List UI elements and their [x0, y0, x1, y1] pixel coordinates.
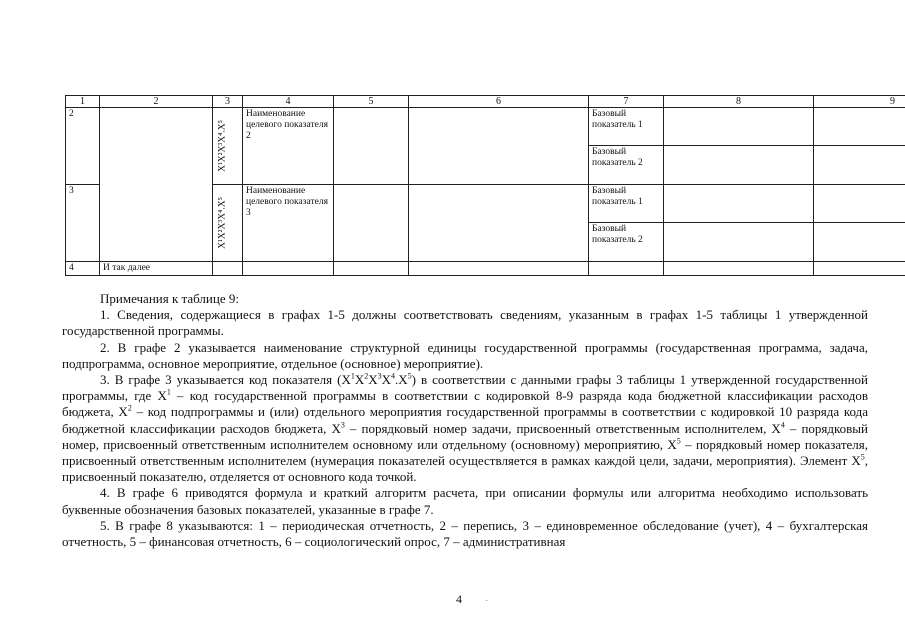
etc-cell: И так далее [100, 262, 213, 276]
header-cell: 2 [100, 96, 213, 108]
base-indicator: Базовый показатель 2 [589, 222, 664, 261]
empty-cell [589, 262, 664, 276]
empty-cell [334, 185, 409, 262]
row-number: 2 [66, 108, 100, 185]
indicator-name: Наименование целевого показателя 3 [243, 185, 334, 262]
notes-caption: Примечания к таблице 9: [100, 291, 239, 306]
note-paragraph-code: 3. В графе 3 указывается код показателя $(X^1X^2X^3X^4.X^5)$ в соответствии с данными графы 3 таблицы 1 утвержденной государственной программы, где $X^1$ – код государственной программы в соответствии с кодировкой 8-9 разряда кода бюджетной классификации расходов бюджета, $X^2$ – код подпрограммы и (или) отдельного мероприятия государственной программы в соответствии с кодировкой 10 разряда кода бюджетной классификации расходов бюджета, $X^3$ – порядковый номер задачи, присвоенный ответственным исполнителем, $X^4$ – порядковый номер, присвоенный ответственным исполнителем основному или отдельному (основному) мероприятию, $X^5$ – порядковый номер показателя, присвоенный ответственным исполнителем (нумерация показателей осуществляется в рамках каждой цели, задачи, мероприятия). Элемент $X^5$, присвоенный показателю, отделяется от основного кода точкой. [62, 371, 869, 485]
empty-cell [664, 145, 814, 184]
empty-cell [814, 108, 905, 146]
note-paragraph: 5. В графе 8 указываются: 1 – периодическая отчетность, 2 – перепись, 3 – единовременное обследование (учет), 4 – бухгалтерская отчетность, 5 – финансовая отчетность, 6 – социологический опрос, 7 – административная [62, 517, 868, 550]
empty-cell [664, 222, 814, 261]
empty-cell [409, 108, 589, 185]
empty-cell [814, 145, 905, 184]
note-paragraph: 1. Сведения, содержащиеся в графах 1-5 должны соответствовать сведениям, указанным в графах 1-5 таблицы 1 утвержденной государственной программы. [62, 307, 868, 339]
structural-unit-cell [100, 108, 213, 262]
empty-cell [664, 185, 814, 223]
table-row [66, 108, 905, 146]
header-cell: 8 [664, 96, 814, 108]
table-9 [65, 95, 905, 276]
empty-cell [814, 262, 905, 276]
empty-cell [334, 262, 409, 276]
table-notes [62, 291, 868, 550]
scan-speck: · [485, 596, 489, 607]
indicator-code-cell [213, 108, 243, 185]
base-indicator: Базовый показатель 2 [589, 145, 664, 184]
header-cell: 3 [213, 96, 243, 108]
indicator-name: Наименование целевого показателя 2 [243, 108, 334, 185]
empty-cell [409, 185, 589, 262]
indicator-code: X¹X²X³X⁴.X⁵ [217, 197, 228, 249]
table-row [66, 262, 905, 276]
header-cell: 1 [66, 96, 100, 108]
page-number: 4 [456, 592, 462, 606]
header-cell: 5 [334, 96, 409, 108]
empty-cell [334, 108, 409, 185]
note-paragraph: 4. В графе 6 приводятся формула и краткий алгоритм расчета, при описании формулы или алгоритма необходимо использовать буквенные обозначения базовых показателей, указанные в графе 7. [62, 485, 868, 517]
note-paragraph: 2. В графе 2 указывается наименование структурной единицы государственной программы (государственная программа, задача, подпрограмма, основное мероприятие, отдельное (основное) мероприятие). [62, 339, 868, 371]
empty-cell [243, 262, 334, 276]
row-number: 4 [66, 262, 100, 276]
empty-cell [213, 262, 243, 276]
empty-cell [409, 262, 589, 276]
header-cell: 6 [409, 96, 589, 108]
empty-cell [664, 108, 814, 146]
indicator-code: X¹X²X³X⁴.X⁵ [217, 120, 228, 172]
empty-cell [814, 222, 905, 261]
header-cell: 4 [243, 96, 334, 108]
table-header-row [66, 96, 905, 108]
empty-cell [814, 185, 905, 223]
header-cell: 9 [814, 96, 905, 108]
empty-cell [664, 262, 814, 276]
indicator-code-cell [213, 185, 243, 262]
row-number: 3 [66, 185, 100, 262]
base-indicator: Базовый показатель 1 [589, 185, 664, 223]
base-indicator: Базовый показатель 1 [589, 108, 664, 146]
header-cell: 7 [589, 96, 664, 108]
